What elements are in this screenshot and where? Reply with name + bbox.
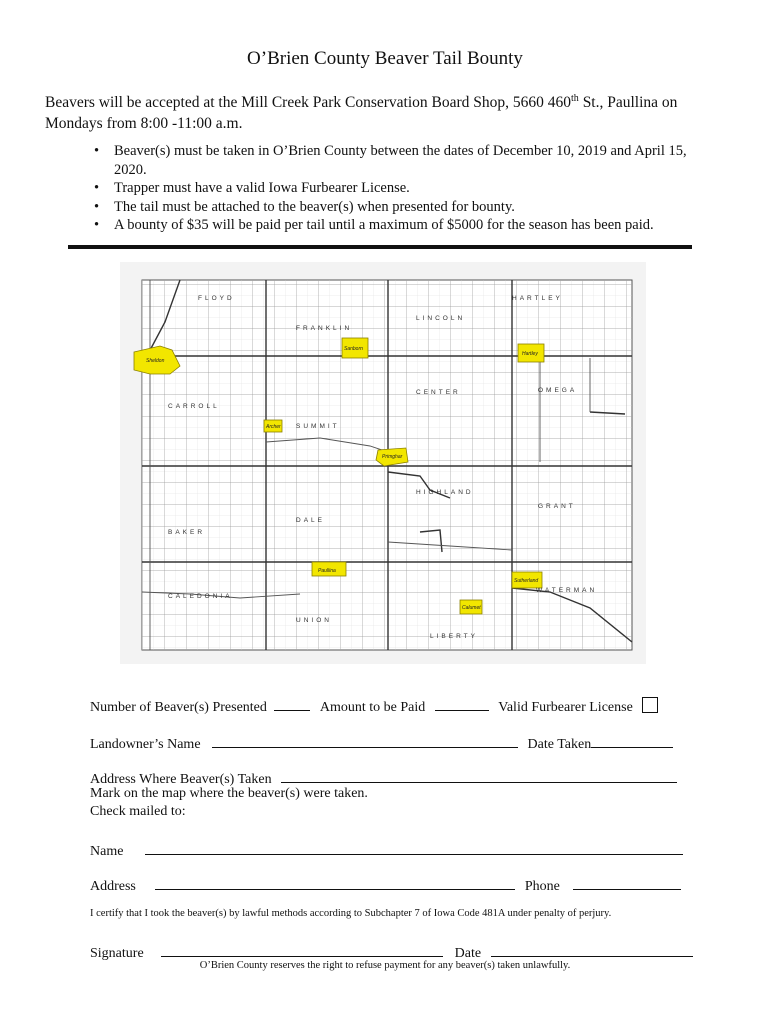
intro-text-1: Beavers will be accepted at the Mill Creek Park Conservation Board Shop, 5660 460 [45, 94, 572, 112]
intro-text-2: St., Paullina on Mondays from 8:00 -11:00 a.m. [45, 94, 678, 133]
address-taken-field[interactable] [281, 768, 677, 783]
svg-text:SUMMIT: SUMMIT [296, 423, 340, 430]
landowner-row [90, 733, 673, 753]
svg-text:LIBERTY: LIBERTY [430, 633, 478, 640]
beavers-presented-label: Number of Beaver(s) Presented [90, 700, 267, 715]
landowner-label: Landowner’s Name [90, 737, 201, 752]
svg-text:FRANKLIN: FRANKLIN [296, 325, 353, 332]
signature-row [90, 942, 693, 962]
beavers-presented-field[interactable] [274, 696, 310, 711]
landowner-field[interactable] [212, 733, 518, 748]
mail-address-field[interactable] [155, 875, 515, 890]
svg-text:UNION: UNION [296, 617, 332, 624]
rules-list [92, 142, 702, 235]
svg-text:Sheldon: Sheldon [146, 358, 165, 364]
signature-date-label: Date [454, 946, 482, 961]
mail-name-label: Name [90, 844, 124, 859]
svg-text:Hartley: Hartley [522, 351, 538, 357]
address-taken-label: Address Where Beaver(s) Taken [90, 772, 272, 787]
svg-text:BAKER: BAKER [168, 529, 206, 536]
svg-text:Sanborn: Sanborn [344, 346, 363, 352]
svg-text:CENTER: CENTER [416, 389, 461, 396]
county-map-graphic [120, 262, 646, 664]
mail-name-field[interactable] [145, 840, 683, 855]
phone-field[interactable] [573, 875, 681, 890]
rule-item: • Trapper must have a valid Iowa Furbearer License. [92, 179, 702, 198]
certification-statement: I certify that I took the beaver(s) by lawful methods according to Subchapter 7 of Iowa Code 481A under penalty of perjury. [90, 908, 612, 919]
county-map[interactable] [120, 262, 646, 664]
intro-paragraph [45, 88, 735, 134]
mail-address-row [90, 875, 681, 895]
beaver-count-row [90, 696, 658, 716]
rule-item: • Beaver(s) must be taken in O’Brien County between the dates of December 10, 2019 and April 15, 2020. [92, 142, 702, 179]
svg-text:Calumet: Calumet [462, 605, 481, 611]
mark-map-text: Mark on the map where the beaver(s) were taken. [90, 786, 368, 801]
amount-paid-label: Amount to be Paid [319, 700, 426, 715]
svg-text:Primghar: Primghar [382, 454, 403, 460]
svg-text:DALE: DALE [296, 517, 325, 524]
signature-label: Signature [90, 946, 144, 961]
section-divider [68, 245, 692, 249]
footer-disclaimer: O’Brien County reserves the right to refuse payment for any beaver(s) taken unlawfully. [199, 960, 571, 971]
svg-text:Paullina: Paullina [318, 568, 336, 574]
svg-text:LINCOLN: LINCOLN [416, 315, 466, 322]
svg-text:HARTLEY: HARTLEY [512, 295, 563, 302]
svg-text:CALEDONIA: CALEDONIA [168, 593, 233, 600]
furbearer-license-label: Valid Furbearer License [498, 700, 633, 715]
svg-text:FLOYD: FLOYD [198, 295, 235, 302]
signature-field[interactable] [161, 942, 443, 957]
svg-text:GRANT: GRANT [538, 503, 576, 510]
phone-label: Phone [524, 879, 560, 894]
date-taken-field[interactable] [591, 733, 673, 748]
address-taken-row [90, 768, 677, 788]
svg-text:CARROLL: CARROLL [168, 403, 220, 410]
date-taken-label: Date Taken [527, 737, 592, 752]
svg-text:Sutherland: Sutherland [514, 578, 539, 584]
check-mailed-label: Check mailed to: [90, 804, 186, 819]
svg-text:WATERMAN: WATERMAN [536, 587, 598, 594]
signature-date-field[interactable] [491, 942, 693, 957]
intro-sup: th [571, 93, 579, 104]
mail-name-row [90, 840, 683, 860]
svg-text:Archer: Archer [266, 424, 281, 430]
page-title: O’Brien County Beaver Tail Bounty [247, 48, 523, 69]
mail-address-label: Address [90, 879, 136, 894]
rule-item: • A bounty of $35 will be paid per tail until a maximum of $5000 for the season has been paid. [92, 216, 702, 235]
furbearer-license-checkbox[interactable] [642, 697, 658, 713]
svg-text:OMEGA: OMEGA [538, 387, 578, 394]
amount-paid-field[interactable] [435, 696, 489, 711]
svg-text:HIGHLAND: HIGHLAND [416, 489, 474, 496]
rule-item: • The tail must be attached to the beaver(s) when presented for bounty. [92, 198, 702, 217]
